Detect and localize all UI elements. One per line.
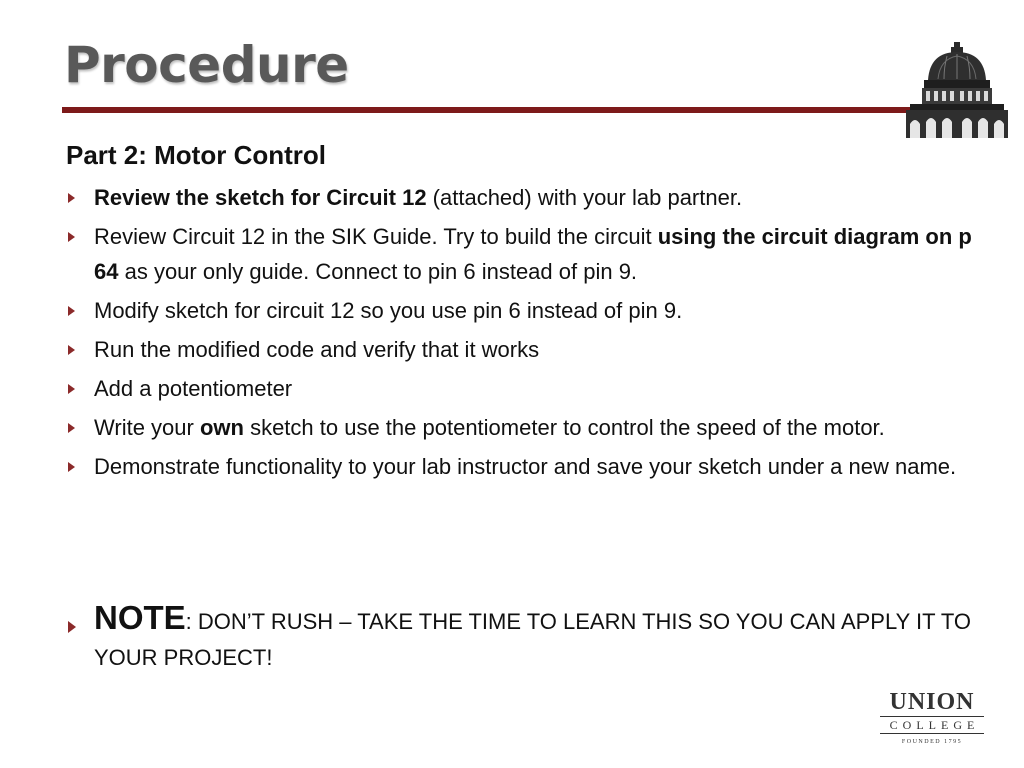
bullet-arrow-icon — [68, 193, 75, 203]
note-text: : DON’T RUSH – TAKE THE TIME TO LEARN THIS SO YOU CAN APPLY IT TO YOUR PROJECT! — [94, 609, 971, 670]
title-underline — [62, 107, 912, 113]
bullet-arrow-icon — [68, 462, 75, 472]
bullet-text: Write your — [94, 415, 200, 440]
slide-title: Procedure — [64, 36, 349, 94]
bullet-text: (attached) with your lab partner. — [426, 185, 743, 210]
dome-icon — [904, 42, 1010, 138]
bullet-text-bold: using the circuit diagram on p 64 — [94, 224, 972, 284]
section-heading: Part 2: Motor Control — [66, 140, 326, 170]
bullet-text: Modify sketch for circuit 12 so you use pin 6 instead of pin 9. — [94, 298, 683, 323]
note-label: NOTE — [94, 599, 186, 636]
bullet-arrow-icon — [68, 423, 75, 433]
bullet-item — [66, 410, 986, 445]
bullet-list — [66, 180, 986, 488]
bullet-item — [66, 449, 986, 484]
bullet-arrow-icon — [68, 306, 75, 316]
bullet-item — [66, 180, 986, 215]
bullet-arrow-icon — [68, 345, 75, 355]
logo-line-2: COLLEGE — [880, 716, 984, 734]
union-college-logo — [880, 690, 984, 748]
bullet-item — [66, 332, 986, 367]
bullet-item — [66, 371, 986, 406]
bullet-text: Add a potentiometer — [94, 376, 293, 401]
logo-line-1: UNION — [889, 689, 975, 715]
bullet-arrow-icon — [68, 232, 75, 242]
bullet-text: Review Circuit 12 in the SIK Guide. Try to build the circuit — [94, 224, 658, 249]
bullet-text: sketch to use the potentiometer to control the speed of the motor. — [243, 415, 885, 440]
bullet-text: Run the modified code and verify that it works — [94, 337, 540, 362]
bullet-arrow-icon — [68, 384, 75, 394]
bullet-text-bold: Review the sketch for Circuit 12 — [94, 185, 427, 210]
bullet-text: Demonstrate functionality to your lab instructor and save your sketch under a new name. — [94, 454, 957, 479]
bullet-arrow-icon — [68, 621, 76, 633]
bullet-item — [66, 219, 986, 289]
bullet-text-bold: own — [199, 415, 244, 440]
logo-line-3: FOUNDED 1795 — [901, 739, 963, 745]
bullet-text: as your only guide. Connect to pin 6 instead of pin 9. — [118, 259, 638, 284]
bullet-item — [66, 293, 986, 328]
note-bullet — [66, 600, 1004, 676]
